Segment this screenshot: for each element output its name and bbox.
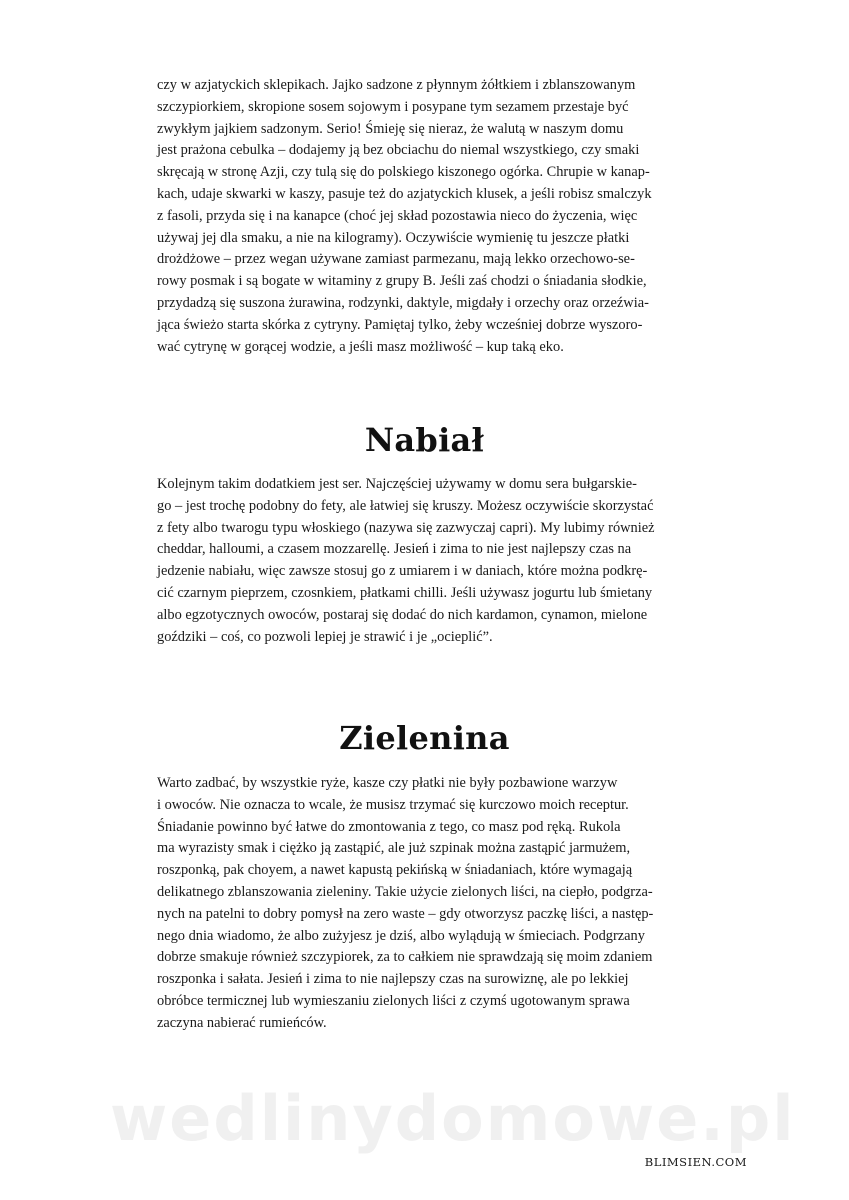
nabial-paragraph (157, 474, 697, 648)
text-line: Warto zadbać, by wszystkie ryże, kasze czy płatki nie były pozbawione warzyw (157, 775, 618, 791)
intro-paragraph (157, 75, 697, 358)
text-line: obróbce termicznej lub wymieszaniu zielonych liści z czymś ugotowanym sprawa (157, 992, 630, 1009)
section-heading-nabial: Nabiał (364, 421, 485, 459)
watermark: wedlinydomowe.pl (110, 1082, 796, 1155)
text-line: czy w azjatyckich sklepikach. Jajko sadzone z płynnym żółtkiem i zblanszowanym (157, 77, 636, 93)
text-line: dobrze smakuje również szczypiorek, za to całkiem nie sprawdzają się moim zdaniem (157, 949, 653, 966)
text-line: ma wyrazisty smak i ciężko ją zastąpić, ale już szpinak można zastąpić jarmużem, (157, 840, 631, 857)
section-heading-zielenina: Zielenina (339, 719, 510, 757)
text-line: roszponka i sałata. Jesień i zima to nie najlepszy czas na surowiznę, ale po lekkiej (157, 971, 629, 988)
text-line: Kolejnym takim dodatkiem jest ser. Najczęściej używamy w domu sera bułgarskie- (157, 476, 637, 492)
text-line: Śniadanie powinno być łatwe do zmontowania z tego, co masz pod ręką. Rukola (157, 818, 621, 835)
text-line: rowy posmak i są bogate w witaminy z grupy B. Jeśli zaś chodzi o śniadania słodkie, (157, 273, 647, 290)
text-line: jest prażona cebulka – dodajemy ją bez obciachu do niemal wszystkiego, czy smaki (157, 142, 640, 159)
text-line: drożdżowe – przez wegan używane zamiast parmezanu, mają lekko orzechowo-se- (157, 251, 635, 268)
text-line: wać cytrynę w gorącej wodzie, a jeśli masz możliwość – kup taką eko. (157, 338, 564, 355)
text-line: nych na patelni to dobry pomysł na zero waste – gdy otworzysz paczkę liści, a następ- (157, 905, 654, 922)
text-line: używaj jej dla smaku, a nie na kilogramy). Oczywiście wymienię tu jeszcze płatki (157, 229, 630, 246)
text-line: delikatnego zblanszowania zieleniny. Takie użycie zielonych liści, na ciepło, podgrza- (157, 883, 653, 900)
text-line: roszponką, pak choyem, a nawet kapustą pekińską w śniadaniach, które wymagają (157, 862, 633, 879)
text-line: jedzenie nabiału, więc zawsze stosuj go z umiarem i w daniach, które można podkrę- (157, 563, 648, 580)
text-line: go – jest trochę podobny do fety, ale łatwiej się kruszy. Możesz oczywiście skorzystać (157, 497, 654, 514)
text-line: i owoców. Nie oznacza to wcale, że musisz trzymać się kurczowo moich receptur. (157, 796, 629, 813)
text-line: zwykłym jajkiem sadzonym. Serio! Śmieję się nieraz, że walutą w naszym domu (157, 120, 624, 137)
text-line: nego dnia wiadomo, że albo zużyjesz je dziś, albo wylądują w śmieciach. Podgrzany (157, 927, 645, 944)
text-line: cheddar, halloumi, a czasem mozzarellę. Jesień i zima to nie jest najlepszy czas na (157, 541, 632, 558)
text-line: szczypiorkiem, skropione sosem sojowym i posypane tym sezamem przestaje być (157, 98, 629, 115)
text-line: przydadzą się suszona żurawina, rodzynki, daktyle, migdały i orzechy oraz orzeźwia- (157, 294, 649, 311)
footer-brand: BLIMSIEN.COM (644, 1155, 747, 1169)
text-line: kach, udaje skwarki w kaszy, pasuje też do azjatyckich klusek, a jeśli robisz smalczyk (157, 185, 652, 202)
text-line: jąca świeżo starta skórka z cytryny. Pamiętaj tylko, żeby wcześniej dobrze wyszoro- (157, 316, 643, 333)
text-line: z fety albo twarogu typu włoskiego (nazywa się zazwyczaj capri). My lubimy również (157, 519, 655, 536)
text-line: goździki – coś, co pozwoli lepiej je strawić i je „ocieplić”. (157, 628, 493, 645)
text-line: skręcają w stronę Azji, czy tulą się do polskiego kiszonego ogórka. Chrupie w kanap- (157, 164, 650, 181)
zielenina-paragraph (157, 773, 697, 1035)
text-line: z fasoli, przyda się i na kanapce (choć jej skład pozostawia nieco do życzenia, więc (157, 207, 638, 224)
text-line: albo egzotycznych owoców, postaraj się dodać do nich kardamon, cynamon, mielone (157, 606, 648, 623)
text-line: zaczyna nabierać rumieńców. (157, 1014, 327, 1031)
text-line: cić czarnym pieprzem, czosnkiem, płatkami chilli. Jeśli używasz jogurtu lub śmietany (157, 584, 653, 601)
